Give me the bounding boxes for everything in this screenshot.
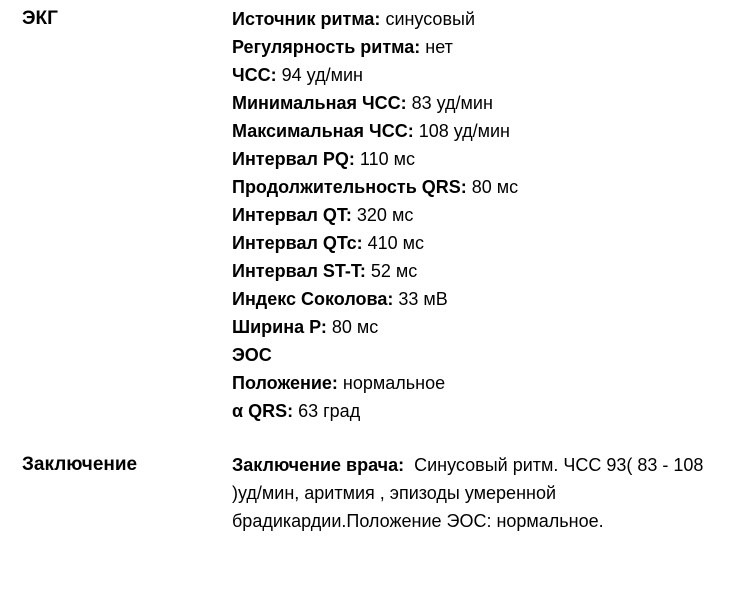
param-value: 110 мс: [354, 149, 415, 169]
param-value: нет: [420, 37, 453, 57]
param-value: 80 мс: [326, 317, 379, 337]
ecg-param-qtc-interval: [232, 229, 732, 257]
param-label: Интервал ST-T:: [232, 261, 366, 281]
param-value: 52 мс: [365, 261, 418, 281]
param-label: Регулярность ритма:: [232, 37, 421, 57]
param-label: Интервал PQ:: [232, 149, 355, 169]
param-label: ЭОС: [232, 345, 272, 365]
param-value: синусовый: [380, 9, 475, 29]
ecg-parameters-list: [232, 5, 732, 425]
param-label: Источник ритма:: [232, 9, 381, 29]
param-value: 108 уд/мин: [413, 121, 510, 141]
ecg-param-qt-interval: [232, 201, 732, 229]
param-label: Индекс Соколова:: [232, 289, 394, 309]
ecg-param-rhythm-regularity: [232, 33, 732, 61]
param-label: Интервал QT:: [232, 205, 352, 225]
param-value: нормальное: [337, 373, 446, 393]
param-value: 63 град: [293, 401, 361, 421]
ecg-param-max-heart-rate: [232, 117, 732, 145]
param-value: 320 мс: [351, 205, 414, 225]
ecg-param-eos-heading: [232, 341, 732, 369]
param-value: 33 мВ: [393, 289, 448, 309]
ecg-param-p-width: [232, 313, 732, 341]
conclusion-text: Синусовый ритм. ЧСС 93( 83 - 108 )уд/мин, аритмия , эпизоды умеренной брадикардии.Положение ЭОС: нормальное.: [232, 455, 709, 531]
param-label: ЧСС:: [232, 65, 277, 85]
conclusion-section-title: Заключение: [22, 454, 138, 475]
ecg-param-sokolow-index: [232, 285, 732, 313]
ecg-param-st-t-interval: [232, 257, 732, 285]
ecg-param-min-heart-rate: [232, 89, 732, 117]
param-label: Минимальная ЧСС:: [232, 93, 407, 113]
param-label: Максимальная ЧСС:: [232, 121, 414, 141]
param-label: Ширина Р:: [232, 317, 327, 337]
conclusion-label: Заключение врача:: [232, 455, 405, 475]
param-value: 83 уд/мин: [406, 93, 493, 113]
param-label: α QRS:: [232, 401, 294, 421]
ecg-param-alpha-qrs: [232, 397, 732, 425]
param-value: 410 мс: [362, 233, 424, 253]
param-label: Продолжительность QRS:: [232, 177, 467, 197]
param-label: Положение:: [232, 373, 338, 393]
ecg-param-qrs-duration: [232, 173, 732, 201]
conclusion-text-block: [232, 451, 732, 535]
ecg-param-pq-interval: [232, 145, 732, 173]
ecg-param-eos-position: [232, 369, 732, 397]
param-label: Интервал QTc:: [232, 233, 363, 253]
ecg-section-title: ЭКГ: [22, 8, 58, 29]
param-value: 94 уд/мин: [276, 65, 363, 85]
ecg-param-rhythm-source: [232, 5, 732, 33]
param-value: 80 мс: [466, 177, 519, 197]
ecg-param-heart-rate: [232, 61, 732, 89]
